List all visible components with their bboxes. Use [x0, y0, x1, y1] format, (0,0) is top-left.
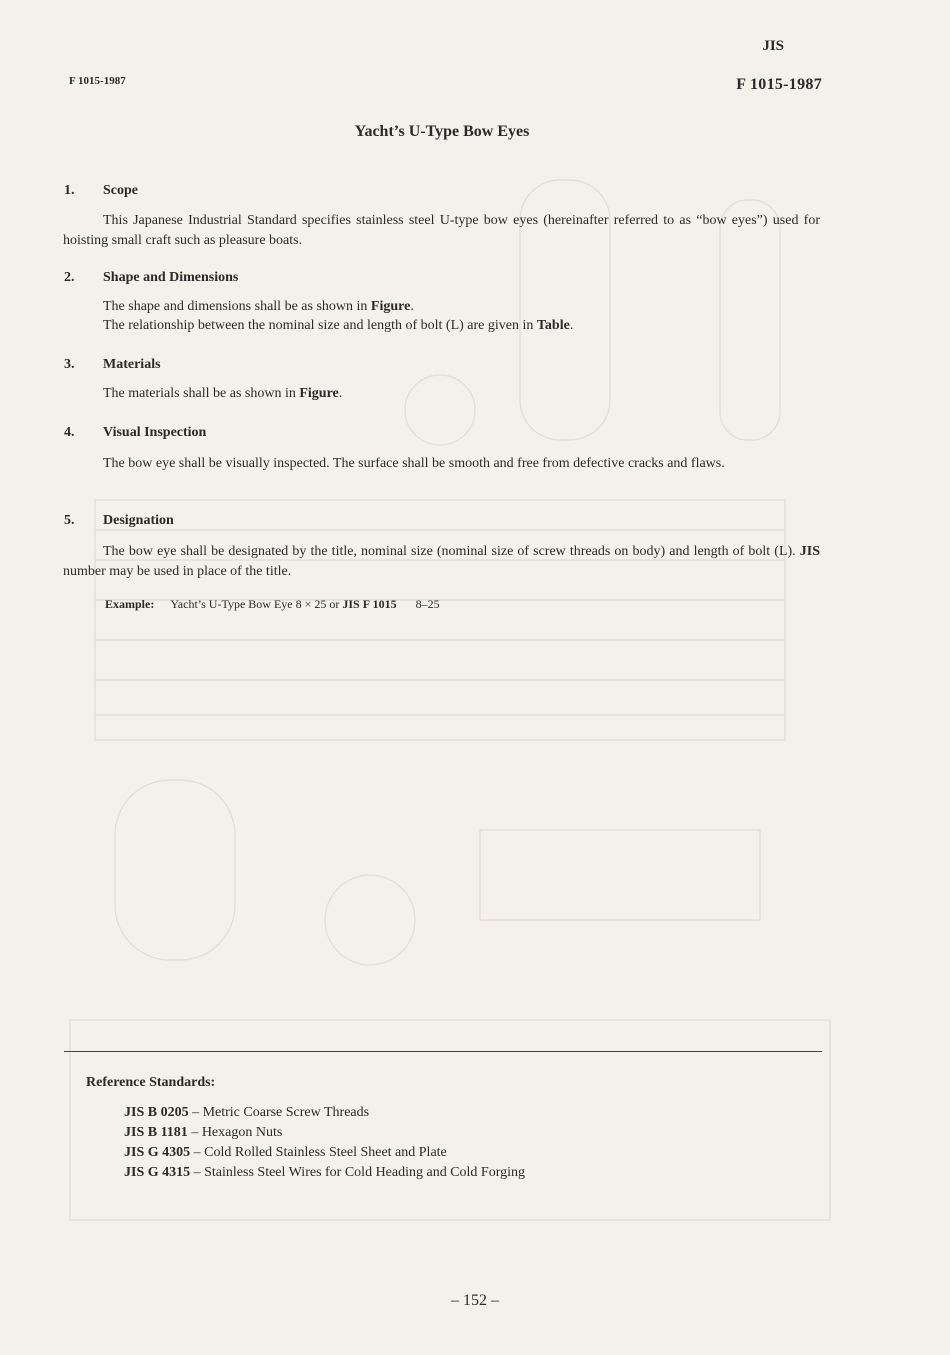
reference-standards-heading: Reference Standards: [86, 1075, 216, 1090]
section-5-title: Designation [103, 513, 174, 528]
document-title: Yacht’s U-Type Bow Eyes [354, 123, 530, 140]
reference-item [124, 1163, 525, 1183]
section-5-number: 5. [64, 513, 75, 528]
header-left-code: F 1015-1987 [69, 75, 126, 87]
section-2-line-2 [103, 318, 573, 334]
section-2-line-2-end: . [569, 318, 574, 333]
section-4-body: The bow eye shall be visually inspected. The surface shall be smooth and free from defective cracks and flaws. [103, 456, 725, 471]
section-2-line-1-text: The shape and dimensions shall be as shown in [103, 299, 371, 314]
example-jis-number: JIS F 1015 [342, 597, 397, 611]
reference-title: Metric Coarse Screw Threads [202, 1105, 370, 1120]
section-2-title: Shape and Dimensions [103, 270, 239, 285]
reference-title: Cold Rolled Stainless Steel Sheet and Plate [204, 1145, 447, 1160]
figure-reference: Figure [370, 299, 411, 314]
reference-code: JIS B 1181 [124, 1125, 188, 1140]
jis-reference: JIS [799, 544, 820, 559]
section-1-body: This Japanese Industrial Standard specifies stainless steel U-type bow eyes (hereinafter referred to as “bow eyes”) used for hoisting small craft such as pleasure boats. [63, 213, 820, 248]
section-3-line-1-text: The materials shall be as shown in [103, 386, 300, 401]
designation-example [105, 597, 440, 612]
section-5-text [63, 542, 820, 582]
reference-item [124, 1123, 525, 1143]
section-4-number: 4. [64, 425, 75, 440]
section-5-body-end: number may be used in place of the title. [63, 564, 292, 579]
reference-title: Hexagon Nuts [201, 1125, 283, 1140]
table-reference: Table [536, 318, 570, 333]
section-2-line-1-end: . [410, 299, 414, 314]
section-3-line-1 [103, 386, 342, 402]
section-2-line-1 [103, 299, 414, 315]
section-1-title: Scope [103, 183, 138, 198]
reference-code: JIS B 0205 [124, 1105, 189, 1120]
section-3-line-1-end: . [338, 386, 343, 401]
figure-reference: Figure [299, 386, 339, 401]
reference-standards-list [124, 1103, 525, 1183]
reference-dash: – [193, 1145, 201, 1160]
example-size: 8–25 [412, 597, 440, 611]
section-2-number: 2. [64, 270, 75, 285]
section-1-number: 1. [64, 183, 75, 198]
section-5-body: The bow eye shall be designated by the title, nominal size (nominal size of screw threads on body) and length of bolt (L). [103, 544, 800, 559]
reference-code: JIS G 4315 [124, 1165, 191, 1180]
reference-item [124, 1143, 525, 1163]
header-right-code: F 1015-1987 [736, 76, 822, 93]
example-text: Yacht’s U-Type Bow Eye 8 × 25 or [170, 597, 343, 611]
footnote-divider [64, 1051, 822, 1052]
section-4-text [63, 454, 820, 474]
reference-item [124, 1103, 525, 1123]
page-number: – 152 – [451, 1292, 499, 1309]
reference-title: Stainless Steel Wires for Cold Heading and Cold Forging [204, 1165, 526, 1180]
reference-dash: – [192, 1105, 200, 1120]
header-jis-mark: JIS [762, 38, 784, 54]
reference-dash: – [191, 1125, 199, 1140]
reference-code: JIS G 4305 [124, 1145, 191, 1160]
section-3-number: 3. [64, 357, 75, 372]
example-label: Example: [105, 597, 155, 611]
section-2-line-2-text: The relationship between the nominal size and length of bolt (L) are given in [103, 318, 537, 333]
reference-dash: – [193, 1165, 201, 1180]
section-3-title: Materials [103, 357, 161, 372]
section-1-text [63, 211, 820, 251]
section-4-title: Visual Inspection [103, 425, 207, 440]
